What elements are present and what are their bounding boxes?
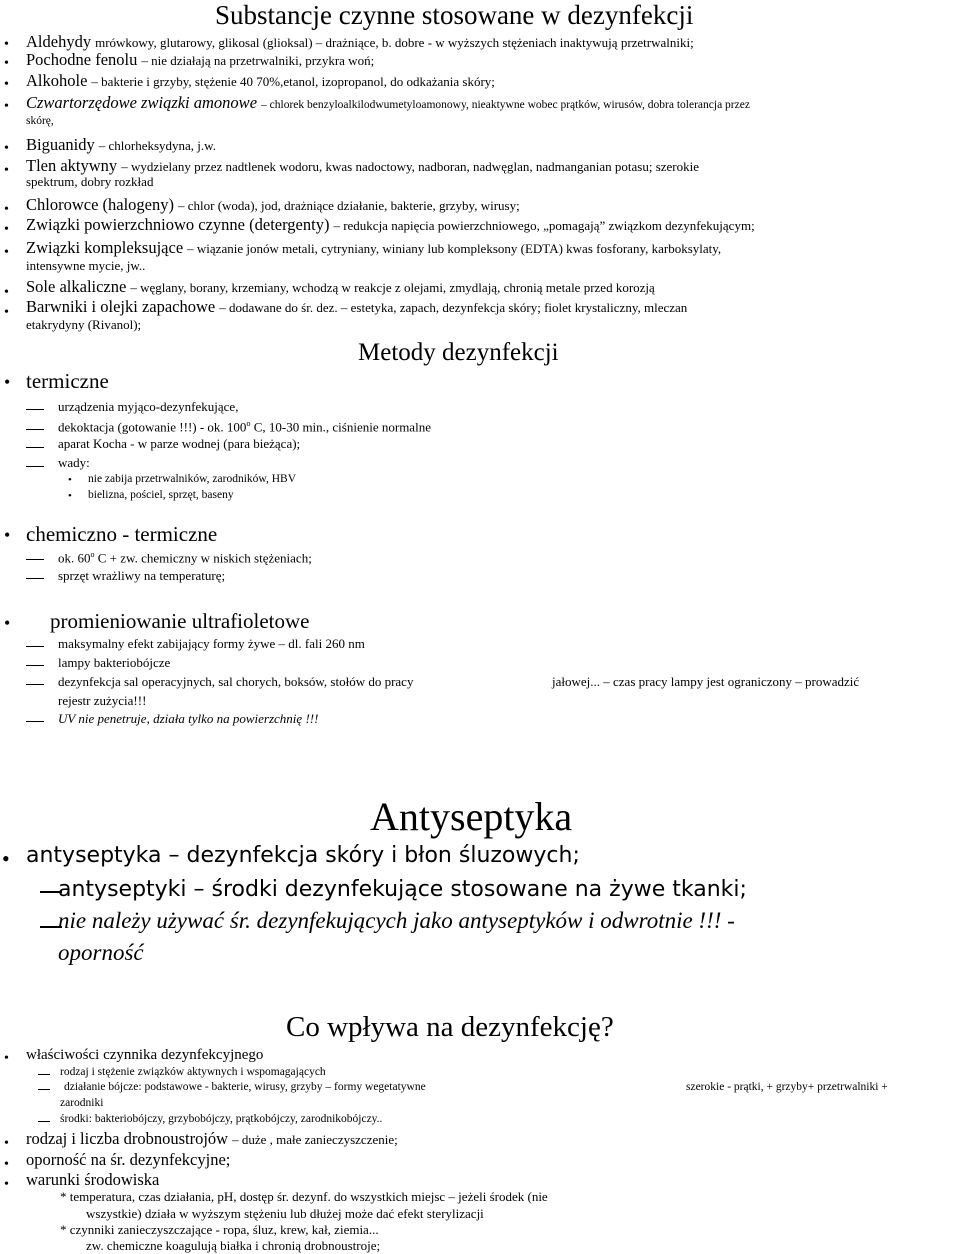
method-chemiczno-termiczne: chemiczno - termiczne xyxy=(26,522,218,546)
list-item xyxy=(26,136,216,155)
factor-sub: środki: bakteriobójczy, grzybobójczy, prątkobójczy, zarodnikobójczy.. xyxy=(60,1113,383,1125)
bullet: • xyxy=(4,613,11,633)
item-desc: – chlorek benzyloalkilodwumetyloamonowy, nieaktywne wobec prątków, wirusów, dobra tolerancja przez xyxy=(261,99,750,111)
item-desc: – wiązanie jonów metali, cytryniany, winiany lub kompleksony (EDTA) kwas fosforany, karboksylaty, xyxy=(187,241,722,256)
antyseptyka-note: nie należy używać śr. dezynfekujących jako antyseptyków i odwrotnie !!! - xyxy=(58,908,735,933)
item-term: Czwartorzędowe związki amonowe xyxy=(26,93,258,112)
dash-marker xyxy=(26,559,44,560)
item-term: Związki kompleksujące xyxy=(26,238,184,257)
factor-item: warunki środowiska xyxy=(26,1170,160,1189)
factor-sub: rodzaj i stężenie związków aktywnych i wspomagających xyxy=(60,1066,326,1078)
sub-item-cont: jałowej... – czas pracy lampy jest ograniczony – prowadzić xyxy=(552,674,860,689)
bullet: • xyxy=(4,163,9,178)
section-title-co-wplywa: Co wpływa na dezynfekcję? xyxy=(286,1011,614,1043)
item-desc: mrówkowy, glutarowy, glikosal (glioksal) – drażniące, b. dobre - w wyższych stężeniach inaktywują przetrwalniki; xyxy=(95,35,694,50)
bullet: • xyxy=(4,141,9,156)
item-desc: – nie działają na przetrwalniki, przykra woń; xyxy=(141,53,375,68)
bullet: • xyxy=(4,372,11,392)
bullet: • xyxy=(4,222,9,237)
list-item xyxy=(26,216,755,235)
section-title-metody: Metody dezynfekcji xyxy=(358,339,559,366)
item-desc: – bakterie i grzyby, stężenie 40 70%,etanol, izopropanol, do odkażania skóry; xyxy=(91,74,495,89)
sub-item: dezynfekcja sal operacyjnych, sal chorych, boksów, stołów do pracy xyxy=(58,674,414,689)
bullet: • xyxy=(4,202,9,217)
sub-sub-item: bielizna, pościel, sprzęt, baseny xyxy=(88,489,234,501)
bullet: • xyxy=(4,1177,9,1192)
dash-marker xyxy=(26,721,44,722)
item-desc: – dodawane do śr. dez. – estetyka, zapach, dezynfekcja skóry; fiolet krystaliczny, mleczan xyxy=(219,300,688,315)
sub-item: UV nie penetruje, działa tylko na powierzchnię !!! xyxy=(58,711,319,726)
bullet: • xyxy=(4,285,9,300)
item-term: Tlen aktywny xyxy=(26,156,118,175)
factor-sub-cont: zarodniki xyxy=(60,1097,104,1109)
bullet: • xyxy=(4,1051,9,1066)
sub-item: maksymalny efekt zabijający formy żywe – dl. fali 260 nm xyxy=(58,636,365,651)
list-item xyxy=(26,196,520,215)
antyseptyka-def: antyseptyka – dezynfekcja skóry i błon śluzowych; xyxy=(26,843,580,868)
factor-item: właściwości czynnika dezynfekcyjnego xyxy=(26,1047,264,1063)
bullet: • xyxy=(4,245,9,260)
dash-marker xyxy=(26,578,44,579)
item-desc-cont: etakrydyny (Rivanol); xyxy=(26,317,142,332)
bullet: • xyxy=(2,846,10,871)
factor-item: oporność na śr. dezynfekcyjne; xyxy=(26,1150,231,1169)
sub-item: dekoktacja (gotowanie !!!) - ok. 100$^o$ C, 10-30 min., ciśnienie normalne xyxy=(58,419,431,435)
item-term: Sole alkaliczne xyxy=(26,277,127,296)
method-termiczne: termiczne xyxy=(26,369,109,393)
list-item xyxy=(26,51,374,70)
factor-sub: * czynniki zanieczyszczające - ropa, śluz, krew, kał, ziemia... xyxy=(60,1222,379,1237)
antyseptyka-note-cont: oporność xyxy=(58,940,144,965)
item-term: Barwniki i olejki zapachowe xyxy=(26,297,216,316)
item-desc: – chlor (woda), jod, drażniące działanie, bakterie, grzyby, wirusy; xyxy=(178,198,520,213)
item-term: Biguanidy xyxy=(26,135,95,154)
item-desc-cont: spektrum, dobry rozkład xyxy=(26,174,154,189)
sub-item: ok. 60$^o$ C + zw. chemiczny w niskich stężeniach; xyxy=(58,550,312,566)
dash-marker xyxy=(26,684,44,685)
bullet: • xyxy=(4,525,11,545)
list-item xyxy=(26,298,687,317)
bullet: • xyxy=(4,56,9,71)
dash-marker xyxy=(38,1121,50,1122)
method-uv: promieniowanie ultrafioletowe xyxy=(50,609,310,633)
factor-sub: działanie bójcze: podstawowe - bakterie, wirusy, grzyby – formy wegetatywne xyxy=(64,1081,426,1093)
sub-item: sprzęt wrażliwy na temperaturę; xyxy=(58,568,226,583)
item-desc-cont: skórę, xyxy=(26,115,54,127)
sub-item: urządzenia myjąco-dezynfekujące, xyxy=(58,399,239,414)
item-term: Pochodne fenolu xyxy=(26,50,138,69)
section-title-substancje: Substancje czynne stosowane w dezynfekcji xyxy=(215,0,694,30)
factor-item: rodzaj i liczba drobnoustrojów – duże , małe zanieczyszczenie; xyxy=(26,1129,398,1148)
dash-marker xyxy=(26,466,44,467)
item-desc-cont: intensywne mycie, jw.. xyxy=(26,258,146,273)
list-item xyxy=(26,72,495,91)
section-title-antyseptyka: Antyseptyka xyxy=(370,794,573,839)
dash-marker xyxy=(26,646,44,647)
sub-item: lampy bakteriobójcze xyxy=(58,655,171,670)
item-term: Aldehydy xyxy=(26,32,92,51)
dash-marker xyxy=(38,1089,50,1090)
item-desc: – chlorheksydyna, j.w. xyxy=(98,138,216,153)
bullet: • xyxy=(4,37,9,52)
item-desc: – redukcja napięcia powierzchniowego, „pomagają” związkom dezynfekującym; xyxy=(333,218,755,233)
bullet: • xyxy=(68,474,72,486)
sub-item: aparat Kocha - w parze wodnej (para bieżąca); xyxy=(58,436,301,451)
sub-sub-item: nie zabija przetrwalników, zarodników, HBV xyxy=(88,473,296,485)
dash-marker xyxy=(26,429,44,430)
bullet: • xyxy=(4,305,9,320)
bullet: • xyxy=(4,77,9,92)
bullet: • xyxy=(4,1136,9,1151)
dash-marker xyxy=(26,665,44,666)
factor-sub: * temperatura, czas działania, pH, dostęp śr. dezynf. do wszystkich miejsc – jeżeli środek (nie xyxy=(60,1189,548,1204)
dash-marker xyxy=(38,1074,50,1075)
factor-sub-cont: zw. chemiczne koagulują białka i chronią drobnoustroje; xyxy=(86,1238,381,1253)
item-desc: – wydzielany przez nadtlenek wodoru, kwas nadoctowy, nadboran, nadwęglan, nadmanganian potasu; szerokie xyxy=(121,159,700,174)
dash-marker xyxy=(26,447,44,448)
factor-sub-cont: wszystkie) działa w wyższym stężeniu lub dłużej może dać efekt sterylizacji xyxy=(86,1206,484,1221)
list-item xyxy=(26,278,655,297)
item-desc: – węglany, borany, krzemiany, wchodzą w reakcje z olejami, zmydlają, chronią metale przed korozją xyxy=(130,280,655,295)
item-term: Związki powierzchniowo czynne (detergenty) xyxy=(26,215,330,234)
item-term: Alkohole xyxy=(26,71,88,90)
list-item xyxy=(26,239,721,258)
dash-marker xyxy=(26,409,44,410)
bullet: • xyxy=(4,1157,9,1172)
list-item xyxy=(26,94,750,113)
sub-item: wady: xyxy=(58,455,90,470)
bullet: • xyxy=(4,99,9,114)
item-term: Chlorowce (halogeny) xyxy=(26,195,174,214)
factor-sub-cont: szerokie - prątki, + grzyby+ przetrwalniki + xyxy=(686,1081,888,1093)
antyseptyki-def: antyseptyki – środki dezynfekujące stosowane na żywe tkanki; xyxy=(58,877,747,902)
bullet: • xyxy=(68,490,72,502)
sub-item-cont: rejestr zużycia!!! xyxy=(58,693,147,708)
